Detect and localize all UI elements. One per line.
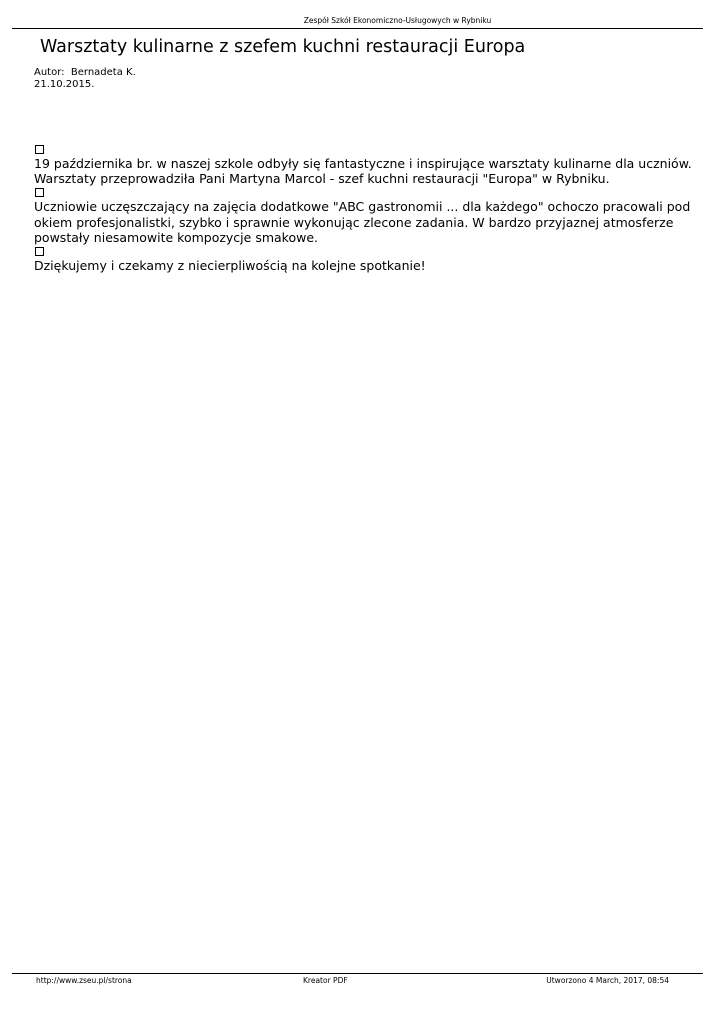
footer-url: http://www.zseu.pl/strona xyxy=(36,976,132,985)
page-header xyxy=(0,16,725,30)
paragraph: 19 października br. w naszej szkole odbyły się fantastyczne i inspirujące warsztaty kulinarne dla uczniów. Warsztaty przeprowadziła Pani Martyna Marcol - szef kuchni restauracji "Europa" w Rybniku. xyxy=(34,156,692,187)
checkbox-icon xyxy=(35,247,44,256)
article-body xyxy=(34,143,694,273)
article-meta xyxy=(34,67,136,91)
article-title: Warsztaty kulinarne z szefem kuchni restauracji Europa xyxy=(40,37,526,57)
checkbox-icon xyxy=(35,145,44,154)
page-footer xyxy=(0,973,725,989)
school-name: Zespół Szkół Ekonomiczno-Usługowych w Rybniku xyxy=(303,16,492,25)
footer-divider xyxy=(12,973,703,974)
paragraph: Uczniowie uczęszczający na zajęcia dodatkowe "ABC gastronomii ... dla każdego" ochoczo pracowali pod okiem profesjonalistki, szybko i sprawnie wykonując zlecone zadania. W bardzo przyjaznej atmosferze powstały niesamowite kompozycje smakowe. xyxy=(34,199,691,245)
paragraph: Dziękujemy i czekamy z niecierpliwością na kolejne spotkanie! xyxy=(34,258,426,274)
footer-created: Utworzono 4 March, 2017, 08:54 xyxy=(546,976,669,985)
author-name: Bernadeta K. xyxy=(70,67,136,78)
author-label: Autor: xyxy=(34,67,65,78)
article-date: 21.10.2015. xyxy=(34,79,95,90)
header-divider xyxy=(12,28,703,29)
footer-generator: Kreator PDF xyxy=(303,976,348,985)
author-line xyxy=(34,67,136,79)
checkbox-icon xyxy=(35,188,44,197)
